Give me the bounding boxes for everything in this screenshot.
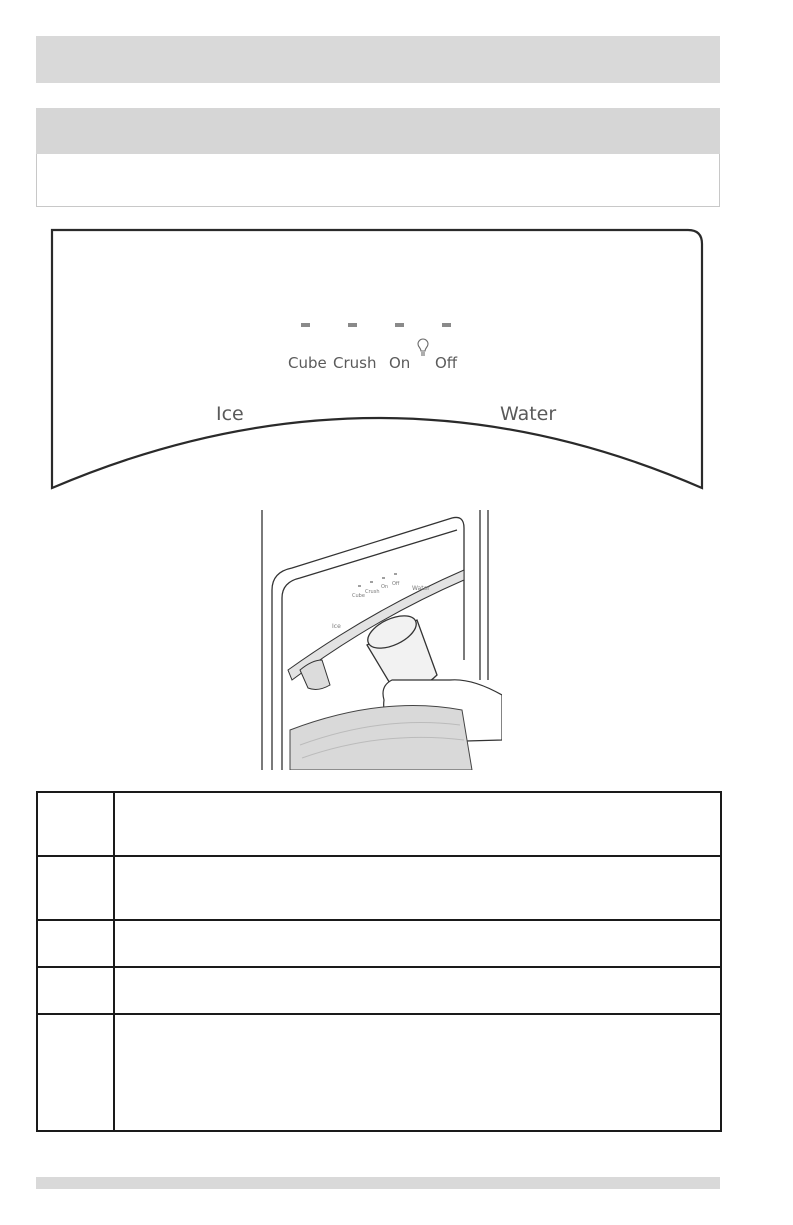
cube-indicator — [301, 323, 310, 327]
dispenser-control-panel — [40, 228, 715, 493]
table-cell-description — [115, 921, 720, 966]
illustration-water-label: Water — [412, 585, 430, 592]
table-cell-description — [115, 1015, 720, 1130]
light-on-indicator — [395, 323, 404, 327]
illustration-crush-label: Crush — [365, 589, 380, 595]
table-row — [38, 793, 720, 857]
table-cell-label — [38, 857, 115, 919]
light-on-button-label[interactable]: On — [389, 354, 411, 372]
cube-button-label[interactable]: Cube — [288, 354, 327, 372]
table-cell-description — [115, 968, 720, 1013]
table-cell-label — [38, 1015, 115, 1130]
light-off-button-label[interactable]: Off — [435, 354, 458, 372]
illustration-cube-label: Cube — [352, 593, 365, 599]
table-row — [38, 968, 720, 1015]
dispenser-illustration — [252, 510, 502, 770]
features-table — [36, 791, 722, 1132]
section-content-box — [36, 154, 720, 207]
table-cell-label — [38, 921, 115, 966]
illustration-off-label: Off — [392, 581, 400, 587]
footer-bar — [36, 1177, 720, 1189]
illustration-on-label: On — [381, 584, 389, 590]
table-cell-description — [115, 857, 720, 919]
table-row — [38, 1015, 720, 1130]
water-paddle-label: Water — [500, 403, 557, 425]
table-row — [38, 857, 720, 921]
table-row — [38, 921, 720, 968]
table-cell-label — [38, 968, 115, 1013]
header-bar — [36, 36, 720, 83]
table-cell-description — [115, 793, 720, 855]
crush-button-label[interactable]: Crush — [333, 354, 377, 372]
light-off-indicator — [442, 323, 451, 327]
illustration-ice-label: Ice — [332, 623, 341, 630]
crush-indicator — [348, 323, 357, 327]
table-cell-label — [38, 793, 115, 855]
section-heading-bar — [36, 108, 720, 154]
ice-paddle-label: Ice — [216, 403, 244, 425]
